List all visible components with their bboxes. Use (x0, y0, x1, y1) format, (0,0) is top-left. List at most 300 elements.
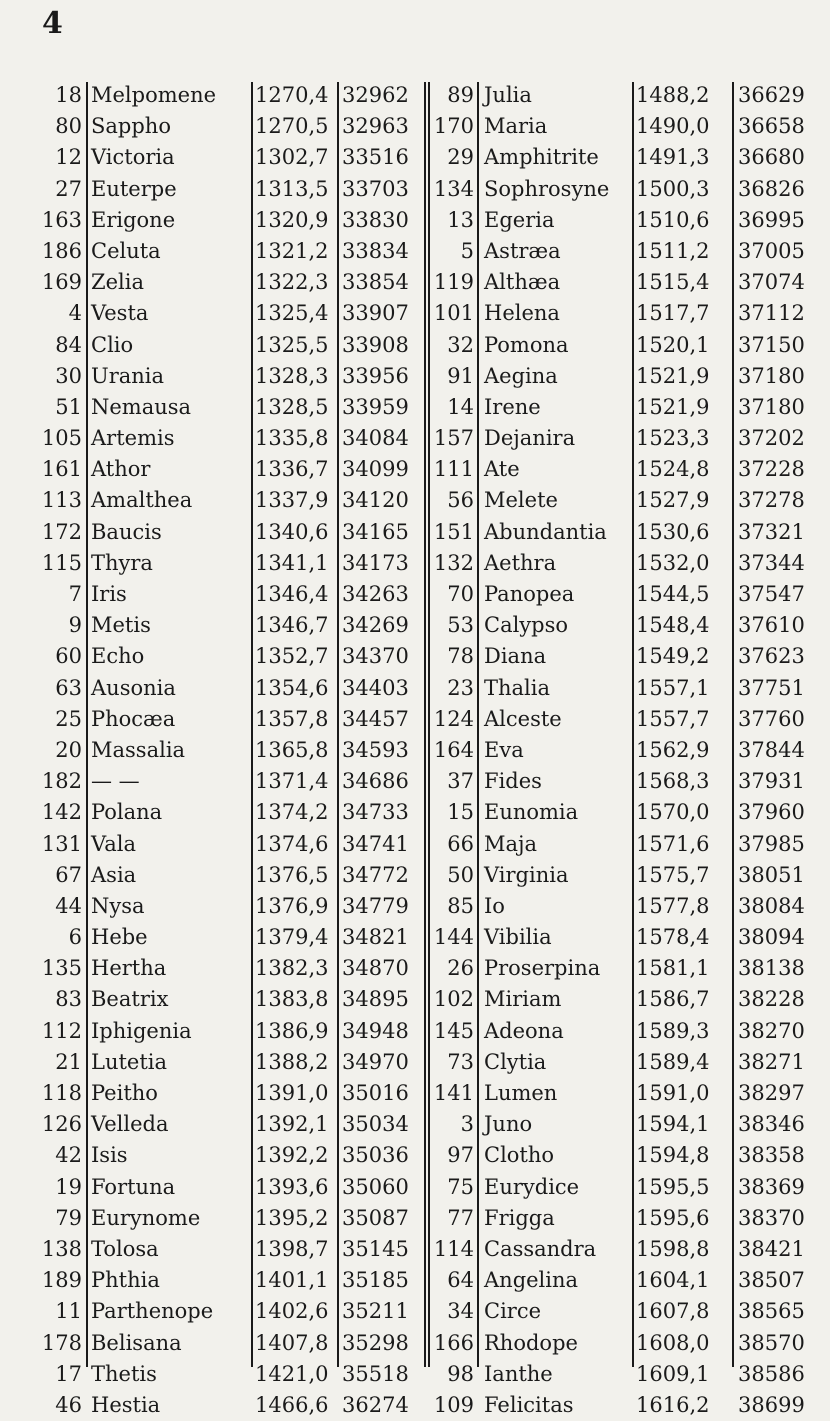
right-number-cell: 15 (447, 800, 474, 825)
left-number-cell: 6 (68, 925, 82, 950)
left-name-cell: Hestia (91, 1392, 161, 1417)
right-value-cell: 1577,8 (636, 893, 710, 918)
left-value-cell: 1402,6 (255, 1299, 329, 1324)
table-row (0, 1359, 830, 1390)
right-value-cell: 1521,9 (636, 363, 710, 388)
table-row (0, 766, 830, 797)
left-value-cell: 1383,8 (255, 987, 329, 1012)
right-value-cell: 1517,7 (636, 301, 710, 326)
right-number-cell: 13 (447, 207, 474, 232)
left-count-cell: 33956 (342, 363, 409, 388)
left-number-cell: 46 (55, 1392, 82, 1417)
left-value-cell: 1325,4 (255, 301, 329, 326)
right-number-cell: 78 (447, 644, 474, 669)
right-number-cell: 73 (447, 1049, 474, 1074)
left-name-cell: Thyra (91, 550, 153, 575)
table-row (0, 548, 830, 579)
right-name-cell: Circe (484, 1299, 542, 1324)
left-number-cell: 51 (55, 394, 82, 419)
right-name-cell: Clytia (484, 1049, 547, 1074)
left-name-cell: Celuta (91, 238, 161, 263)
table-row (0, 174, 830, 205)
right-name-cell: Helena (484, 301, 560, 326)
right-value-cell: 1594,1 (636, 1112, 710, 1137)
left-name-cell: Phthia (91, 1268, 160, 1293)
left-number-cell: 186 (41, 238, 82, 263)
table-row (0, 1140, 830, 1171)
left-name-cell: Artemis (91, 426, 175, 451)
left-count-cell: 34263 (342, 582, 409, 606)
right-name-cell: Diana (484, 644, 547, 669)
left-number-cell: 27 (55, 176, 82, 201)
table-row (0, 922, 830, 953)
right-value-cell: 1581,1 (636, 956, 710, 981)
right-count-cell: 38565 (738, 1299, 805, 1324)
right-value-cell: 1578,4 (636, 925, 710, 950)
table-row (0, 485, 830, 516)
right-number-cell: 97 (447, 1143, 474, 1168)
left-count-cell: 33908 (342, 332, 409, 357)
left-value-cell: 1354,6 (255, 675, 329, 700)
table-row (0, 423, 830, 454)
left-value-cell: 1328,5 (255, 394, 329, 419)
left-number-cell: 161 (41, 457, 82, 482)
table-row (0, 953, 830, 984)
left-count-cell: 35518 (342, 1361, 409, 1386)
right-name-cell: Amphitrite (484, 145, 599, 170)
left-count-cell: 34173 (342, 550, 409, 575)
left-number-cell: 18 (55, 83, 82, 107)
left-value-cell: 1302,7 (255, 145, 329, 170)
right-count-cell: 36658 (738, 114, 805, 139)
left-value-cell: 1392,1 (255, 1112, 329, 1137)
right-name-cell: Sophrosyne (484, 176, 610, 201)
right-count-cell: 38270 (738, 1018, 805, 1043)
right-count-cell: 38570 (738, 1330, 805, 1355)
right-count-cell: 37180 (738, 394, 805, 419)
left-value-cell: 1379,4 (255, 925, 329, 950)
right-number-cell: 101 (433, 301, 474, 326)
right-number-cell: 23 (447, 675, 474, 700)
table-row (0, 361, 830, 392)
left-name-cell: Echo (91, 644, 145, 669)
left-name-cell: Nysa (91, 893, 145, 918)
right-number-cell: 53 (447, 613, 474, 638)
table-row (0, 392, 830, 423)
left-number-cell: 7 (68, 582, 82, 606)
right-count-cell: 38228 (738, 987, 805, 1012)
right-value-cell: 1604,1 (636, 1268, 710, 1293)
right-value-cell: 1532,0 (636, 550, 710, 575)
right-name-cell: Eunomia (484, 800, 579, 825)
right-count-cell: 37202 (738, 426, 805, 451)
right-name-cell: Julia (484, 83, 532, 107)
left-number-cell: 60 (55, 644, 82, 669)
left-name-cell: Parthenope (91, 1299, 214, 1324)
left-number-cell: 172 (41, 519, 82, 544)
left-value-cell: 1321,2 (255, 238, 329, 263)
left-name-cell: Vala (91, 831, 136, 856)
right-value-cell: 1557,7 (636, 706, 710, 731)
right-number-cell: 50 (447, 862, 474, 887)
table-row (0, 735, 830, 766)
left-name-cell: Thetis (91, 1361, 157, 1386)
table-row (0, 205, 830, 236)
right-value-cell: 1594,8 (636, 1143, 710, 1168)
left-name-cell: Hertha (91, 956, 167, 981)
left-value-cell: 1382,3 (255, 956, 329, 981)
right-number-cell: 56 (447, 488, 474, 513)
right-name-cell: Maria (484, 114, 548, 139)
left-value-cell: 1335,8 (255, 426, 329, 451)
right-number-cell: 144 (433, 925, 474, 950)
left-count-cell: 35036 (342, 1143, 409, 1168)
left-count-cell: 35034 (342, 1112, 409, 1137)
right-number-cell: 77 (447, 1205, 474, 1230)
left-value-cell: 1328,3 (255, 363, 329, 388)
left-name-cell: Belisana (91, 1330, 182, 1355)
right-count-cell: 37278 (738, 488, 805, 513)
right-name-cell: Juno (484, 1112, 533, 1137)
table-row (0, 891, 830, 922)
right-value-cell: 1557,1 (636, 675, 710, 700)
right-name-cell: Eurydice (484, 1174, 580, 1199)
left-number-cell: 126 (41, 1112, 82, 1137)
left-name-cell: Clio (91, 332, 134, 357)
left-count-cell: 34970 (342, 1049, 409, 1074)
table-row (0, 1047, 830, 1078)
right-count-cell: 37180 (738, 363, 805, 388)
right-value-cell: 1575,7 (636, 862, 710, 887)
left-count-cell: 32963 (342, 114, 409, 139)
left-value-cell: 1322,3 (255, 270, 329, 295)
right-name-cell: Miriam (484, 987, 562, 1012)
right-number-cell: 37 (447, 769, 474, 794)
left-value-cell: 1398,7 (255, 1236, 329, 1261)
left-count-cell: 33854 (342, 270, 409, 295)
right-number-cell: 26 (447, 956, 474, 981)
left-value-cell: 1313,5 (255, 176, 329, 201)
right-count-cell: 36629 (738, 83, 805, 107)
left-number-cell: 17 (55, 1361, 82, 1386)
right-count-cell: 37005 (738, 238, 805, 263)
right-number-cell: 170 (433, 114, 474, 139)
left-count-cell: 36274 (342, 1392, 409, 1417)
left-value-cell: 1270,4 (255, 83, 329, 107)
left-name-cell: Melpomene (91, 83, 217, 107)
right-number-cell: 98 (447, 1361, 474, 1386)
left-number-cell: 79 (55, 1205, 82, 1230)
right-count-cell: 38507 (738, 1268, 805, 1293)
left-count-cell: 34165 (342, 519, 409, 544)
table-row (0, 454, 830, 485)
right-count-cell: 37844 (738, 737, 805, 762)
right-number-cell: 64 (447, 1268, 474, 1293)
left-number-cell: 25 (55, 706, 82, 731)
left-value-cell: 1393,6 (255, 1174, 329, 1199)
table-row (0, 1078, 830, 1109)
left-value-cell: 1401,1 (255, 1268, 329, 1293)
right-name-cell: Proserpina (484, 956, 601, 981)
right-name-cell: Fides (484, 769, 542, 794)
right-name-cell: Vibilia (484, 925, 552, 950)
left-number-cell: 115 (41, 550, 82, 575)
right-number-cell: 34 (447, 1299, 474, 1324)
table-row (0, 1203, 830, 1234)
right-count-cell: 38370 (738, 1205, 805, 1230)
right-count-cell: 38084 (738, 893, 805, 918)
right-value-cell: 1520,1 (636, 332, 710, 357)
right-name-cell: Adeona (484, 1018, 564, 1043)
right-value-cell: 1515,4 (636, 270, 710, 295)
right-count-cell: 38138 (738, 956, 805, 981)
table-row (0, 704, 830, 735)
left-number-cell: 131 (41, 831, 82, 856)
left-count-cell: 34403 (342, 675, 409, 700)
left-number-cell: 42 (55, 1143, 82, 1168)
right-value-cell: 1521,9 (636, 394, 710, 419)
right-name-cell: Maja (484, 831, 538, 856)
left-name-cell: Metis (91, 613, 151, 638)
left-name-cell: Fortuna (91, 1174, 176, 1199)
right-name-cell: Eva (484, 737, 524, 762)
left-number-cell: 189 (41, 1268, 82, 1293)
right-value-cell: 1530,6 (636, 519, 710, 544)
table-row (0, 610, 830, 641)
left-count-cell: 35087 (342, 1205, 409, 1230)
right-number-cell: 14 (447, 394, 474, 419)
left-name-cell: Eurynome (91, 1205, 201, 1230)
table-row (0, 111, 830, 142)
left-name-cell: Erigone (91, 207, 176, 232)
right-value-cell: 1571,6 (636, 831, 710, 856)
table-row (0, 797, 830, 828)
right-value-cell: 1591,0 (636, 1081, 710, 1105)
left-number-cell: 142 (41, 800, 82, 825)
right-value-cell: 1609,1 (636, 1361, 710, 1386)
right-count-cell: 37760 (738, 706, 805, 731)
left-count-cell: 35145 (342, 1236, 409, 1261)
right-count-cell: 38346 (738, 1112, 805, 1137)
right-name-cell: Panopea (484, 582, 575, 606)
table-row (0, 1109, 830, 1140)
right-value-cell: 1491,3 (636, 145, 710, 170)
left-value-cell: 1407,8 (255, 1330, 329, 1355)
right-value-cell: 1527,9 (636, 488, 710, 513)
left-number-cell: 20 (55, 737, 82, 762)
table-row (0, 641, 830, 672)
left-value-cell: 1376,5 (255, 862, 329, 887)
left-name-cell: Urania (91, 363, 165, 388)
left-name-cell: — — (91, 769, 140, 794)
left-number-cell: 11 (55, 1299, 82, 1324)
right-number-cell: 102 (433, 987, 474, 1012)
left-number-cell: 12 (55, 145, 82, 170)
right-number-cell: 29 (447, 145, 474, 170)
left-name-cell: Velleda (91, 1112, 169, 1137)
left-number-cell: 105 (41, 426, 82, 451)
right-count-cell: 37321 (738, 519, 805, 544)
left-value-cell: 1388,2 (255, 1049, 329, 1074)
left-value-cell: 1371,4 (255, 769, 329, 794)
left-value-cell: 1374,6 (255, 831, 329, 856)
right-name-cell: Frigga (484, 1205, 555, 1230)
right-name-cell: Egeria (484, 207, 555, 232)
left-number-cell: 135 (41, 956, 82, 981)
right-count-cell: 37112 (738, 301, 805, 326)
right-count-cell: 37623 (738, 644, 805, 669)
table-row (0, 517, 830, 548)
right-value-cell: 1562,9 (636, 737, 710, 762)
right-count-cell: 38358 (738, 1143, 805, 1168)
right-value-cell: 1488,2 (636, 83, 710, 107)
right-count-cell: 37985 (738, 831, 805, 856)
left-value-cell: 1376,9 (255, 893, 329, 918)
left-number-cell: 83 (55, 987, 82, 1012)
left-count-cell: 33516 (342, 145, 409, 170)
left-name-cell: Athor (91, 457, 151, 482)
right-name-cell: Althæa (484, 270, 561, 295)
right-value-cell: 1548,4 (636, 613, 710, 638)
left-name-cell: Phocæa (91, 706, 176, 731)
right-count-cell: 38421 (738, 1236, 805, 1261)
table-row (0, 1328, 830, 1359)
right-value-cell: 1523,3 (636, 426, 710, 451)
left-number-cell: 44 (55, 893, 82, 918)
right-number-cell: 164 (433, 737, 474, 762)
left-value-cell: 1395,2 (255, 1205, 329, 1230)
right-number-cell: 5 (460, 238, 474, 263)
left-name-cell: Massalia (91, 737, 186, 762)
right-count-cell: 37931 (738, 769, 805, 794)
right-value-cell: 1607,8 (636, 1299, 710, 1324)
left-count-cell: 34895 (342, 987, 409, 1012)
left-count-cell: 34870 (342, 956, 409, 981)
right-name-cell: Io (484, 893, 505, 918)
right-count-cell: 38094 (738, 925, 805, 950)
left-value-cell: 1466,6 (255, 1392, 329, 1417)
right-name-cell: Irene (484, 394, 541, 419)
right-number-cell: 119 (433, 270, 474, 295)
table-row (0, 1390, 830, 1421)
right-name-cell: Pomona (484, 332, 569, 357)
left-name-cell: Asia (91, 862, 137, 887)
right-value-cell: 1586,7 (636, 987, 710, 1012)
table-row (0, 142, 830, 173)
right-value-cell: 1524,8 (636, 457, 710, 482)
right-value-cell: 1616,2 (636, 1392, 710, 1417)
left-name-cell: Isis (91, 1143, 128, 1168)
left-number-cell: 163 (41, 207, 82, 232)
left-value-cell: 1320,9 (255, 207, 329, 232)
left-name-cell: Euterpe (91, 176, 177, 201)
page-number: 4 (42, 6, 63, 41)
left-name-cell: Amalthea (91, 488, 193, 513)
left-number-cell: 182 (41, 769, 82, 794)
left-value-cell: 1341,1 (255, 550, 329, 575)
right-name-cell: Aegina (484, 363, 558, 388)
right-number-cell: 111 (433, 457, 474, 482)
right-value-cell: 1511,2 (636, 238, 710, 263)
right-value-cell: 1589,4 (636, 1049, 710, 1074)
right-count-cell: 37547 (738, 582, 805, 606)
right-name-cell: Aethra (484, 550, 557, 575)
left-number-cell: 84 (55, 332, 82, 357)
left-count-cell: 33830 (342, 207, 409, 232)
right-count-cell: 38051 (738, 862, 805, 887)
right-count-cell: 38297 (738, 1081, 805, 1105)
right-value-cell: 1595,5 (636, 1174, 710, 1199)
left-count-cell: 34593 (342, 737, 409, 762)
right-name-cell: Ate (484, 457, 520, 482)
right-count-cell: 38369 (738, 1174, 805, 1199)
right-name-cell: Melete (484, 488, 558, 513)
left-count-cell: 34370 (342, 644, 409, 669)
right-number-cell: 166 (433, 1330, 474, 1355)
left-name-cell: Zelia (91, 270, 144, 295)
left-count-cell: 35185 (342, 1268, 409, 1293)
left-value-cell: 1357,8 (255, 706, 329, 731)
left-count-cell: 33703 (342, 176, 409, 201)
right-number-cell: 66 (447, 831, 474, 856)
left-name-cell: Iphigenia (91, 1018, 192, 1043)
left-name-cell: Tolosa (91, 1236, 159, 1261)
left-value-cell: 1270,5 (255, 114, 329, 139)
left-count-cell: 34120 (342, 488, 409, 513)
left-number-cell: 21 (55, 1049, 82, 1074)
left-number-cell: 67 (55, 862, 82, 887)
right-count-cell: 38586 (738, 1361, 805, 1386)
left-number-cell: 80 (55, 114, 82, 139)
right-count-cell: 37074 (738, 270, 805, 295)
right-name-cell: Dejanira (484, 426, 576, 451)
right-count-cell: 37610 (738, 613, 805, 638)
table-row (0, 1016, 830, 1047)
right-number-cell: 85 (447, 893, 474, 918)
right-value-cell: 1490,0 (636, 114, 710, 139)
right-count-cell: 37960 (738, 800, 805, 825)
left-count-cell: 35060 (342, 1174, 409, 1199)
left-count-cell: 35298 (342, 1330, 409, 1355)
right-name-cell: Clotho (484, 1143, 555, 1168)
right-number-cell: 132 (433, 550, 474, 575)
right-value-cell: 1608,0 (636, 1330, 710, 1355)
left-value-cell: 1392,2 (255, 1143, 329, 1168)
left-number-cell: 30 (55, 363, 82, 388)
right-name-cell: Calypso (484, 613, 569, 638)
right-number-cell: 151 (433, 519, 474, 544)
table-row (0, 984, 830, 1015)
right-number-cell: 124 (433, 706, 474, 731)
right-name-cell: Astræa (484, 238, 561, 263)
left-name-cell: Lutetia (91, 1049, 168, 1074)
right-value-cell: 1544,5 (636, 582, 710, 606)
right-value-cell: 1568,3 (636, 769, 710, 794)
right-value-cell: 1595,6 (636, 1205, 710, 1230)
left-count-cell: 34099 (342, 457, 409, 482)
right-number-cell: 89 (447, 83, 474, 107)
right-number-cell: 157 (433, 426, 474, 451)
left-name-cell: Baucis (91, 519, 162, 544)
right-count-cell: 37344 (738, 550, 805, 575)
left-name-cell: Beatrix (91, 987, 169, 1012)
left-value-cell: 1346,4 (255, 582, 329, 606)
left-value-cell: 1337,9 (255, 488, 329, 513)
left-name-cell: Peitho (91, 1081, 158, 1105)
left-value-cell: 1391,0 (255, 1081, 329, 1105)
table-row (0, 236, 830, 267)
left-count-cell: 34779 (342, 893, 409, 918)
